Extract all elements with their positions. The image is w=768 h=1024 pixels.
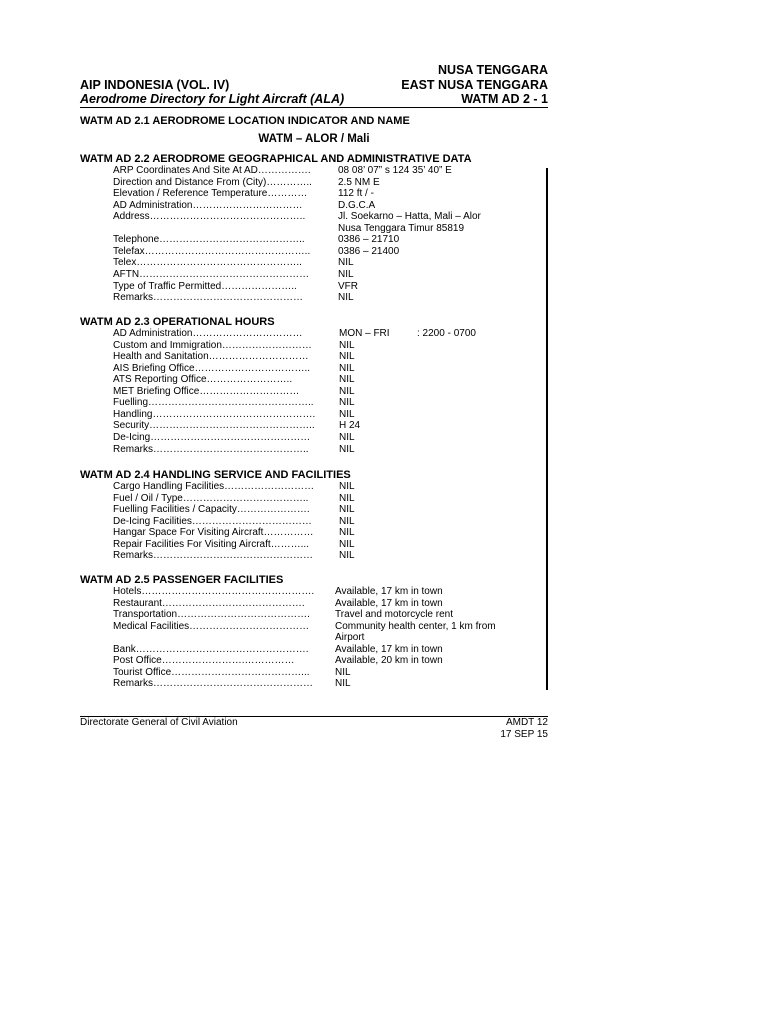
field-value: Community health center, 1 km from bbox=[335, 620, 496, 632]
header-publication: AIP INDONESIA (VOL. IV) bbox=[80, 78, 230, 92]
field-value: NIL bbox=[335, 678, 351, 690]
header-rule bbox=[80, 107, 548, 108]
section-2-5-title: WATM AD 2.5 PASSENGER FACILITIES bbox=[80, 574, 284, 586]
field-value: Airport bbox=[335, 632, 365, 644]
field-label: MET Briefing Office………………………… bbox=[113, 385, 300, 397]
amendment-change-bar bbox=[546, 168, 548, 690]
field-label: Repair Facilities For Visiting Aircraft………... bbox=[113, 538, 309, 550]
field-value: NIL bbox=[339, 339, 355, 351]
field-value: Available, 17 km in town bbox=[335, 586, 443, 597]
field-value: Travel and motorcycle rent bbox=[335, 609, 454, 621]
field-value: NIL bbox=[339, 443, 355, 455]
field-label: Fuel / Oil / Type……………………………….. bbox=[113, 492, 309, 504]
field-label: Telefax………………………………………….. bbox=[113, 245, 311, 257]
field-label: Address……………………………………….. bbox=[113, 211, 306, 223]
field-value: NIL bbox=[338, 268, 354, 280]
field-value: NIL bbox=[339, 362, 355, 374]
field-label: Custom and Immigration……………………… bbox=[113, 339, 312, 351]
field-label: Fuelling………………………………………….. bbox=[113, 397, 314, 409]
field-label: Transportation…………………………………. bbox=[113, 609, 310, 621]
field-label: Direction and Distance From (City)………….. bbox=[113, 176, 312, 188]
field-label: De-Icing………………………………………… bbox=[113, 431, 311, 443]
field-value: NIL bbox=[339, 550, 355, 562]
field-value: H 24 bbox=[339, 420, 361, 432]
field-value: 0386 – 21400 bbox=[338, 245, 400, 257]
section-2-3-title: WATM AD 2.3 OPERATIONAL HOURS bbox=[80, 316, 275, 328]
field-value: Available, 17 km in town bbox=[335, 643, 443, 655]
header-directory: Aerodrome Directory for Light Aircraft (ALA) bbox=[80, 92, 345, 106]
field-label: Bank……………………………………………. bbox=[113, 643, 309, 655]
header-subregion: EAST NUSA TENGGARA bbox=[401, 78, 548, 92]
field-label: Remarks……………………………………….. bbox=[113, 443, 309, 455]
field-value: NIL bbox=[339, 527, 355, 539]
field-value: 0386 – 21710 bbox=[338, 234, 400, 246]
field-label: Health and Sanitation………………………… bbox=[113, 351, 309, 363]
field-value: NIL bbox=[339, 385, 355, 397]
field-value: Jl. Soekarno – Hatta, Mali – Alor bbox=[338, 211, 481, 223]
field-value: Nusa Tenggara Timur 85819 bbox=[338, 222, 465, 234]
section-2-1-title: WATM AD 2.1 AERODROME LOCATION INDICATOR AND NAME bbox=[80, 115, 410, 127]
field-label: Security………………………………………….. bbox=[113, 420, 315, 432]
field-label: Fuelling Facilities / Capacity…………………. bbox=[113, 504, 310, 516]
field-value: NIL bbox=[339, 492, 355, 504]
field-label: ARP Coordinates And Site At AD……………. bbox=[113, 165, 311, 176]
section-2-2-title: WATM AD 2.2 AERODROME GEOGRAPHICAL AND ADMINISTRATIVE DATA bbox=[80, 153, 472, 165]
field-label: Cargo Handling Facilities……………………… bbox=[113, 481, 315, 492]
field-value: NIL bbox=[338, 257, 354, 269]
footer-org: Directorate General of Civil Aviation bbox=[80, 717, 238, 728]
header-region: NUSA TENGGARA bbox=[438, 63, 548, 77]
field-label: Medical Facilities……………………………… bbox=[113, 620, 310, 632]
field-value: NIL bbox=[338, 292, 354, 304]
field-value: Available, 17 km in town bbox=[335, 597, 443, 609]
field-label: Hotels……………………………………………. bbox=[113, 586, 315, 597]
field-value: 2.5 NM E bbox=[338, 176, 380, 188]
field-label: Handling…………………………………………. bbox=[113, 408, 316, 420]
field-label: Telephone…………………………………….. bbox=[113, 234, 305, 246]
field-value: 112 ft / - bbox=[338, 188, 374, 200]
field-value: NIL bbox=[339, 351, 355, 363]
footer-date: 17 SEP 15 bbox=[500, 729, 548, 740]
field-value: NIL bbox=[339, 538, 355, 550]
field-label: Hangar Space For Visiting Aircraft…………… bbox=[113, 527, 314, 539]
field-value: D.G.C.A bbox=[338, 199, 376, 211]
field-label: AD Administration…………………………… bbox=[113, 199, 303, 211]
field-label: Remarks………………………………………… bbox=[113, 550, 314, 562]
field-label: Elevation / Reference Temperature………… bbox=[113, 188, 308, 200]
field-label: De-Icing Facilities……………………………… bbox=[113, 515, 312, 527]
footer-amendment: AMDT 12 bbox=[505, 717, 548, 728]
field-label: Restaurant……………………………………. bbox=[113, 597, 305, 609]
field-label: Post Office…………………….…………… bbox=[113, 655, 295, 667]
field-label: AFTN…………………………………………… bbox=[113, 268, 310, 280]
field-label: AD Administration…………………………… bbox=[113, 328, 303, 339]
field-value: NIL bbox=[339, 504, 355, 516]
field-label: Telex………………………………………….. bbox=[113, 257, 302, 269]
field-value: NIL bbox=[335, 666, 351, 678]
field-value: MON – FRI bbox=[339, 328, 390, 339]
field-value: NIL bbox=[339, 431, 355, 443]
field-label: Remarks……………………………………… bbox=[113, 292, 304, 304]
field-label: AIS Briefing Office…………………………….. bbox=[113, 362, 311, 374]
field-value: NIL bbox=[339, 515, 355, 527]
field-value: VFR bbox=[338, 280, 358, 292]
field-value: Available, 20 km in town bbox=[335, 655, 443, 667]
field-label: Remarks………………………………………… bbox=[113, 678, 314, 690]
field-label: Tourist Office…………………………………... bbox=[113, 666, 310, 678]
aerodrome-name: WATM – ALOR / Mali bbox=[258, 133, 370, 145]
field-value: NIL bbox=[339, 397, 355, 409]
field-value: NIL bbox=[339, 374, 355, 386]
section-2-4-title: WATM AD 2.4 HANDLING SERVICE AND FACILITIES bbox=[80, 469, 351, 481]
field-value: 08 08’ 07” s 124 35’ 40” E bbox=[338, 165, 452, 176]
header-page-ref: WATM AD 2 - 1 bbox=[461, 92, 548, 106]
field-label: Type of Traffic Permitted………………….. bbox=[113, 280, 297, 292]
field-value: NIL bbox=[339, 408, 355, 420]
field-value-hours: : 2200 - 0700 bbox=[417, 328, 476, 339]
field-value: NIL bbox=[339, 481, 355, 492]
field-label: ATS Reporting Office…………………….. bbox=[113, 374, 293, 386]
